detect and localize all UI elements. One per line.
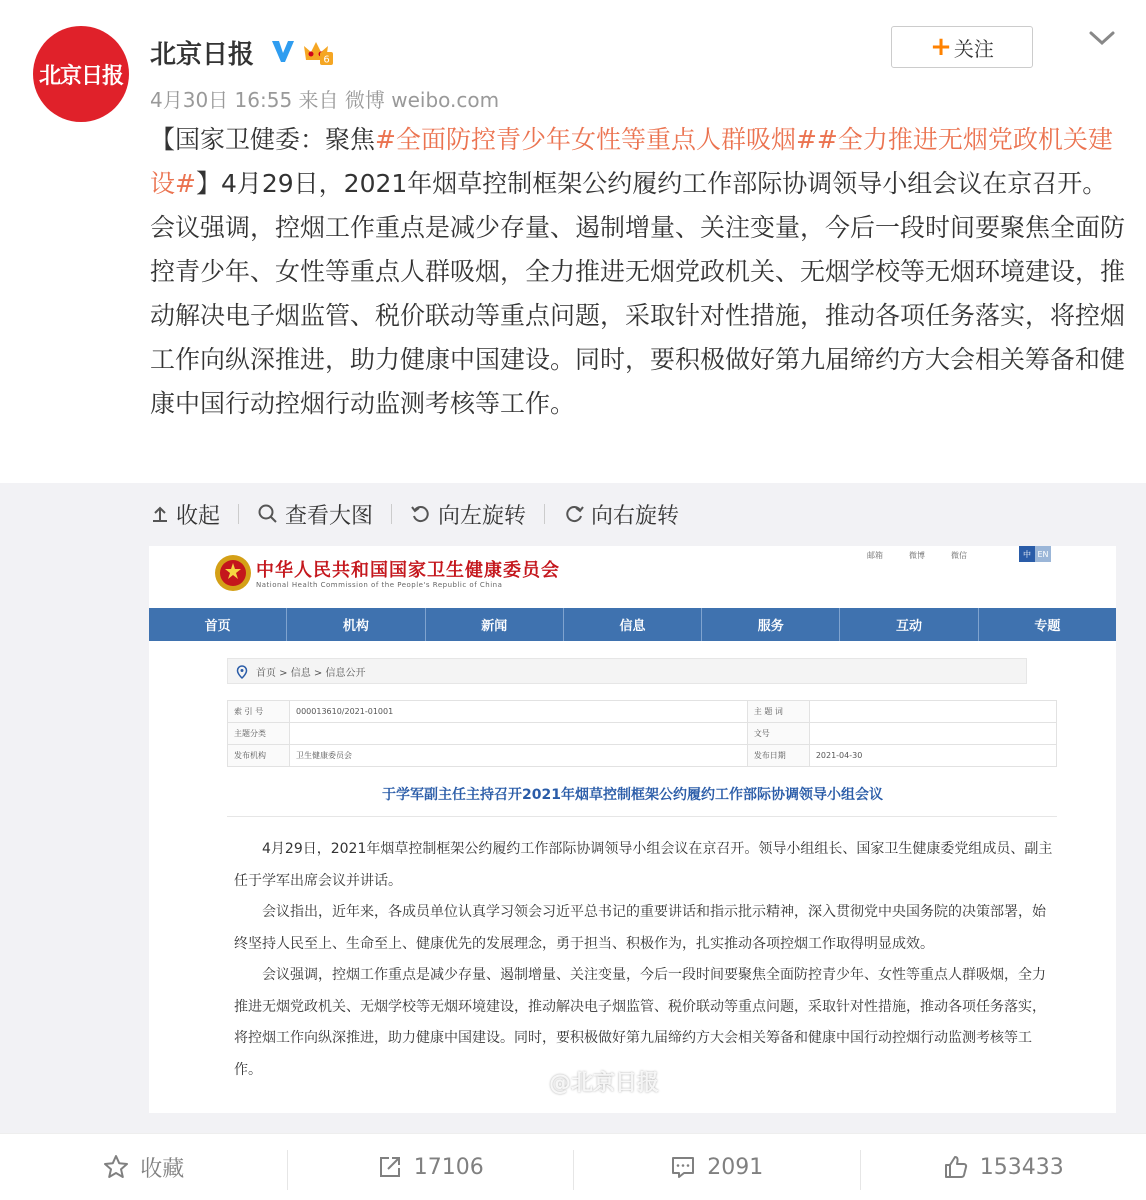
rotate-left-icon: [410, 503, 432, 525]
nav-item: 首页: [149, 608, 287, 641]
nav-item: 机构: [287, 608, 425, 641]
rotate-right-button[interactable]: [563, 499, 679, 530]
meta-value: 卫生健康委员会: [290, 745, 748, 767]
media-area: [0, 483, 1146, 1133]
repost-count: 17106: [413, 1154, 484, 1180]
repost-icon: [376, 1153, 404, 1181]
verified-v-icon: [270, 38, 296, 64]
plus-icon: +: [930, 32, 952, 62]
action-bar: [0, 1133, 1146, 1200]
link-weibo: 微博: [909, 551, 925, 560]
star-icon: [102, 1153, 130, 1181]
meta-label: 主 题 词: [747, 701, 809, 723]
collapse-label: 收起: [176, 503, 221, 529]
meta-label: 文号: [747, 723, 809, 745]
topic-link-1[interactable]: #全面防控青少年女性等重点人群吸烟#: [375, 125, 817, 154]
org-name-cn: 中华人民共和国国家卫生健康委员会: [256, 560, 560, 581]
post-prefix: 【国家卫健委：聚焦: [150, 125, 376, 154]
divider: [238, 504, 239, 524]
post-suffix: 】4月29日，2021年烟草控制框架公约履约工作部际协调领导小组会议在京召开。: [195, 169, 1108, 198]
nav-item: 服务: [702, 608, 840, 641]
favorite-label: 收藏: [140, 1156, 185, 1182]
post-paragraph-2: 会议强调，控烟工作重点是减少存量、遏制增量、关注变量，今后一段时间要聚焦全面防控青少年、女性等重点人群吸烟，全力推进无烟党政机关、无烟学校等无烟环境建设，推动解决电子烟监管、税价联动等重点问题，采取针对性措施，推动各项任务落实，将控烟工作向纵深推进，助力健康中国建设。同时，要积极做好第九届缔约方大会相关筹备和健康中国行动控烟行动监测考核等工作。: [150, 213, 1126, 418]
rotate-left-label: 向左旋转: [438, 503, 527, 529]
nav-item: 新闻: [426, 608, 564, 641]
lang-en: EN: [1035, 546, 1051, 562]
meta-value: 000013610/2021-01001: [290, 701, 748, 723]
divider: [391, 504, 392, 524]
national-emblem-icon: [213, 553, 253, 593]
rotate-right-icon: [563, 503, 585, 525]
divider: [227, 816, 1057, 817]
top-links: [867, 550, 967, 561]
doc-meta-table: [227, 700, 1057, 767]
org-name-en: National Health Commission of the People's Republic of China: [256, 581, 503, 589]
meta-label: 索 引 号: [228, 701, 290, 723]
meta-label: 发布机构: [228, 745, 290, 767]
meta-label: 主题分类: [228, 723, 290, 745]
rotate-left-button[interactable]: [410, 499, 526, 530]
divider: [544, 504, 545, 524]
rotate-right-label: 向右旋转: [591, 503, 680, 529]
comment-button[interactable]: [573, 1134, 860, 1200]
link-wechat: 微信: [951, 551, 967, 560]
doc-title: 于学军副主任主持召开2021年烟草控制框架公约履约工作部际协调领导小组会议: [382, 787, 883, 803]
follow-label: 关注: [953, 36, 994, 61]
avatar-text: 北京日报: [38, 62, 123, 89]
favorite-button[interactable]: [0, 1134, 287, 1200]
post-time[interactable]: 4月30日 16:55 来自 微博 weibo.com: [150, 88, 500, 112]
post-text: [150, 118, 1125, 426]
doc-breadcrumb: [227, 658, 1027, 684]
repost-button[interactable]: [287, 1134, 574, 1200]
watermark: @北京日报: [549, 1071, 660, 1096]
link-email: 邮箱: [867, 551, 883, 560]
user-name[interactable]: 北京日报: [150, 40, 255, 70]
doc-header: [149, 546, 1116, 608]
view-large-label: 查看大图: [285, 503, 374, 529]
language-switch: [1019, 546, 1051, 562]
view-large-button[interactable]: [257, 499, 373, 530]
meta-value: [809, 723, 1056, 745]
nav-item: 互动: [840, 608, 978, 641]
follow-button[interactable]: [891, 26, 1033, 68]
like-button[interactable]: [860, 1134, 1146, 1200]
vip-level: 6: [323, 54, 330, 66]
doc-paragraph: 4月29日，2021年烟草控制框架公约履约工作部际协调领导小组会议在京召开。领导小组组长、国家卫生健康委党组成员、副主任于学军出席会议并讲话。: [234, 841, 1053, 889]
meta-value: [809, 701, 1056, 723]
meta-label: 发布日期: [747, 745, 809, 767]
search-icon: [257, 503, 279, 525]
doc-nav-bar: [149, 608, 1116, 641]
lang-cn: 中: [1019, 546, 1035, 562]
vip-crown-icon[interactable]: [302, 38, 334, 66]
collapse-button[interactable]: [150, 499, 220, 530]
topic-link-2[interactable]: #全力推进无烟党政机关建设#: [150, 125, 1113, 198]
location-pin-icon: [236, 665, 248, 679]
media-toolbar: [150, 497, 679, 531]
breadcrumb-text: 首页 > 信息 > 信息公开: [256, 667, 366, 679]
comment-icon: [669, 1153, 697, 1181]
chevron-down-icon[interactable]: [1088, 30, 1116, 48]
comment-count: 2091: [707, 1154, 764, 1180]
like-count: 153433: [979, 1154, 1064, 1180]
avatar[interactable]: [33, 26, 129, 122]
thumbs-up-icon: [942, 1153, 970, 1181]
document-image[interactable]: [149, 546, 1116, 1113]
meta-value: [290, 723, 748, 745]
doc-paragraph: 会议指出，近年来，各成员单位认真学习领会习近平总书记的重要讲话和指示批示精神，深入贯彻党中央国务院的决策部署，始终坚持人民至上、生命至上、健康优先的发展理念，勇于担当、积极作为，扎实推动各项控烟工作取得明显成效。: [234, 904, 1046, 952]
nav-item: 信息: [564, 608, 702, 641]
doc-paragraph: 会议强调，控烟工作重点是减少存量、遏制增量、关注变量，今后一段时间要聚焦全面防控青少年、女性等重点人群吸烟，全力推进无烟党政机关、无烟学校等无烟环境建设，推动解决电子烟监管、税价联动等重点问题，采取针对性措施，推动各项任务落实，将控烟工作向纵深推进，助力健康中国建设。同时，要积极做好第九届缔约方大会相关筹备和健康中国行动控烟行动监测考核等工作。: [234, 967, 1046, 1078]
nav-item: 专题: [1034, 619, 1061, 634]
collapse-icon: [150, 504, 170, 524]
meta-value: 2021-04-30: [809, 745, 1056, 767]
doc-body: [234, 834, 1054, 1086]
